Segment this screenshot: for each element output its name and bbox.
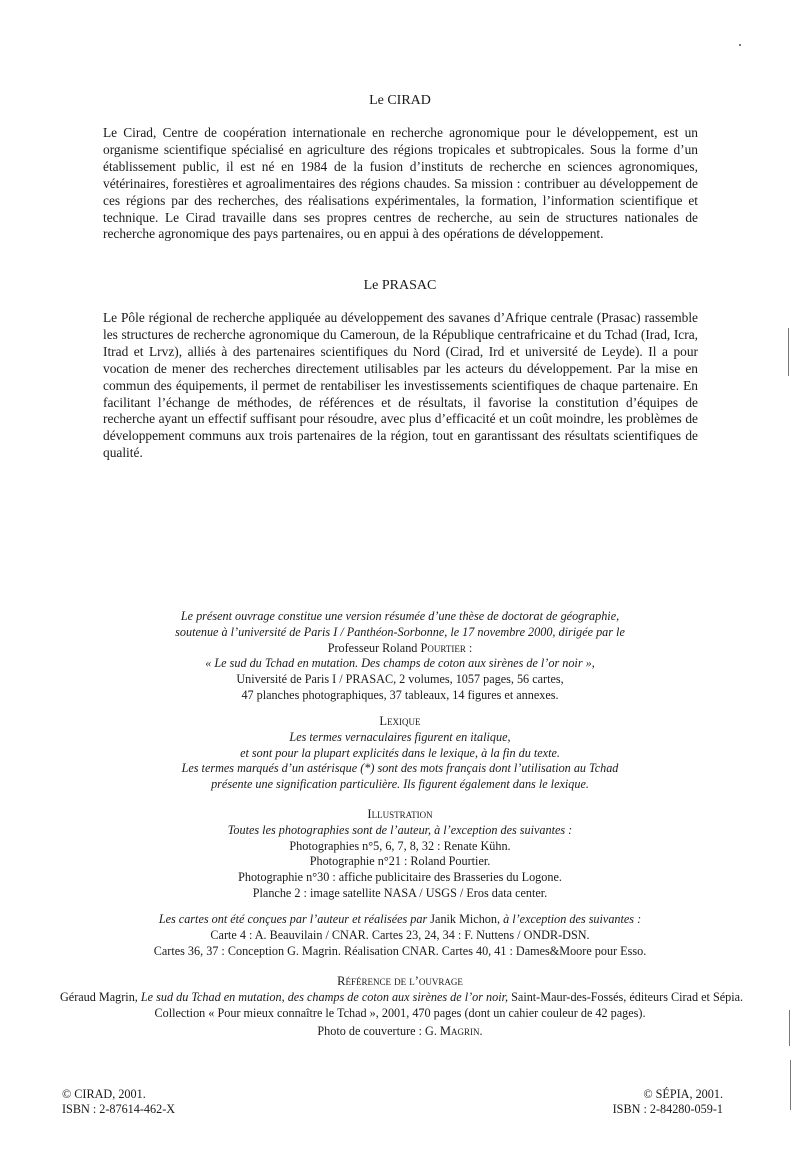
lexique-line-2: et sont pour la plupart explicités dans le lexique, à la fin du texte. <box>240 745 560 760</box>
lexique-line-4: présente une signification particulière. Ils figurent également dans le lexique. <box>211 777 589 792</box>
reference-heading: Référence de l’ouvrage <box>337 974 463 988</box>
reference-author: Géraud Magrin, <box>60 989 141 1004</box>
reference-block <box>60 974 744 1040</box>
cartes-cartographer: Janik Michon, <box>427 912 504 926</box>
reference-citation <box>60 989 744 1006</box>
thesis-line-1: Le présent ouvrage constitue une version résumée d’une thèse de doctorat de géographie, <box>180 609 620 623</box>
reference-collection: Collection « Pour mieux connaître le Tchad », 2001, 470 pages (dont un cahier couleur de 42 pages). <box>154 1005 646 1020</box>
sepia-isbn: ISBN : 2-84280-059-1 <box>612 1102 723 1116</box>
thesis-line-3-prefix: Professeur Roland <box>327 640 421 655</box>
prasac-paragraph: Le Pôle régional de recherche appliquée au développement des savanes d’Afrique centrale (Prasac) rassemble les structures de recherche agronomique du Cameroun, de la République centrafricaine et du Tchad (Irad, Icra, Itrad et Lrvz), alliés à des partenaires scientifiques du Nord (Cirad, Ird et université de Leyde). Il a pour vocation de mener des recherches directement utilisables par les acteurs du développement. Par la mise en commun des équipements, il permet de rentabiliser les investissements scientifiques de chaque partenaire. En facilitant l’échange de méthodes, de références et de résultats, il favorise la constitution d’équipes de recherche ayant un effectif suffisant pour résoudre, avec plus d’efficacité et un coût moindre, les problèmes de développement communs aux trois partenaires de la région, tout en garantissant des résultats scientifiques de qualité. <box>103 310 698 461</box>
cartes-line-2: Cartes 36, 37 : Conception G. Magrin. Réalisation CNAR. Cartes 40, 41 : Dames&Moore pour Esso. <box>153 943 647 958</box>
illustration-block <box>100 807 700 902</box>
reference-publisher: Saint-Maur-des-Fossés, éditeurs Cirad et Sépia. <box>508 989 744 1004</box>
prasac-heading: Le PRASAC <box>363 278 437 293</box>
cover-photo-prefix: Photo de couverture : G. <box>317 1024 440 1039</box>
sepia-copyright: © SÉPIA, 2001. <box>643 1087 723 1101</box>
reference-cover-photo <box>60 1024 740 1040</box>
footer-left <box>62 1087 175 1117</box>
lexique-block <box>100 714 700 793</box>
cover-photo-name: Magrin <box>439 1024 480 1039</box>
thesis-line-3-suffix: : <box>465 640 473 655</box>
scan-mark <box>788 328 789 376</box>
thesis-line-6: 47 planches photographiques, 37 tableaux, 14 figures et annexes. <box>241 687 559 702</box>
thesis-title: « Le sud du Tchad en mutation. Des champs de coton aux sirènes de l’or noir », <box>205 656 595 671</box>
cirad-copyright: © CIRAD, 2001. <box>62 1087 146 1101</box>
thesis-line-3 <box>100 641 700 657</box>
illustration-intro: Toutes les photographies sont de l’auteur, à l’exception des suivantes : <box>227 822 573 837</box>
thesis-director-name: Pourtier <box>420 640 466 655</box>
cartes-intro-italic-2: à l’exception des suivantes : <box>503 912 642 926</box>
scan-mark <box>789 1010 790 1046</box>
scan-dot <box>739 44 741 46</box>
illustration-line-3: Photographie n°30 : affiche publicitaire des Brasseries du Logone. <box>238 870 562 885</box>
lexique-heading: Lexique <box>379 714 421 728</box>
illustration-line-4: Planche 2 : image satellite NASA / USGS / Eros data center. <box>252 885 548 900</box>
cartes-intro-italic: Les cartes ont été conçues par l’auteur et réalisées par <box>158 912 428 926</box>
footer-right <box>613 1087 723 1117</box>
thesis-line-2: soutenue à l’université de Paris I / Panthéon-Sorbonne, le 17 novembre 2000, dirigée par le <box>175 624 625 639</box>
cartes-line-1: Carte 4 : A. Beauvilain / CNAR. Cartes 23, 24, 34 : F. Nuttens / ONDR-DSN. <box>210 927 590 942</box>
illustration-line-1: Photographies n°5, 6, 7, 8, 32 : Renate Kühn. <box>289 838 511 853</box>
illustration-heading: Illustration <box>367 807 433 821</box>
lexique-line-1: Les termes vernaculaires figurent en italique, <box>289 729 511 744</box>
thesis-line-5: Université de Paris I / PRASAC, 2 volumes, 1057 pages, 56 cartes, <box>236 672 564 687</box>
scan-mark <box>790 1060 791 1110</box>
lexique-line-3: Les termes marqués d’un astérisque (*) sont des mots français dont l’utilisation au Tchad <box>181 761 619 776</box>
cirad-heading: Le CIRAD <box>369 93 431 108</box>
illustration-line-2: Photographie n°21 : Roland Pourtier. <box>309 854 491 869</box>
cirad-paragraph: Le Cirad, Centre de coopération internationale en recherche agronomique pour le développement, est un organisme scientifique spécialisé en agriculture des régions tropicales et subtropicales. Sous la forme d’un établissement public, il est né en 1984 de la fusion d’instituts de recherche en sciences agronomiques, vétérinaires, forestières et agroalimentaires des régions chaudes. Sa mission : contribuer au développement de ces régions par des recherches, des réalisations expérimentales, la formation, l’information scientifique et technique. Le Cirad travaille dans ses propres centres de recherche, au sein de structures nationales de recherche agronomique des pays partenaires, ou en appui à des opérations de développement. <box>103 125 698 242</box>
cirad-isbn: ISBN : 2-87614-462-X <box>62 1102 176 1116</box>
thesis-block <box>100 609 700 704</box>
cartes-intro <box>100 912 700 928</box>
reference-book-title: Le sud du Tchad en mutation, des champs de coton aux sirènes de l’or noir, <box>140 989 509 1004</box>
cartes-block <box>100 912 700 959</box>
cover-photo-suffix: . <box>479 1024 483 1039</box>
